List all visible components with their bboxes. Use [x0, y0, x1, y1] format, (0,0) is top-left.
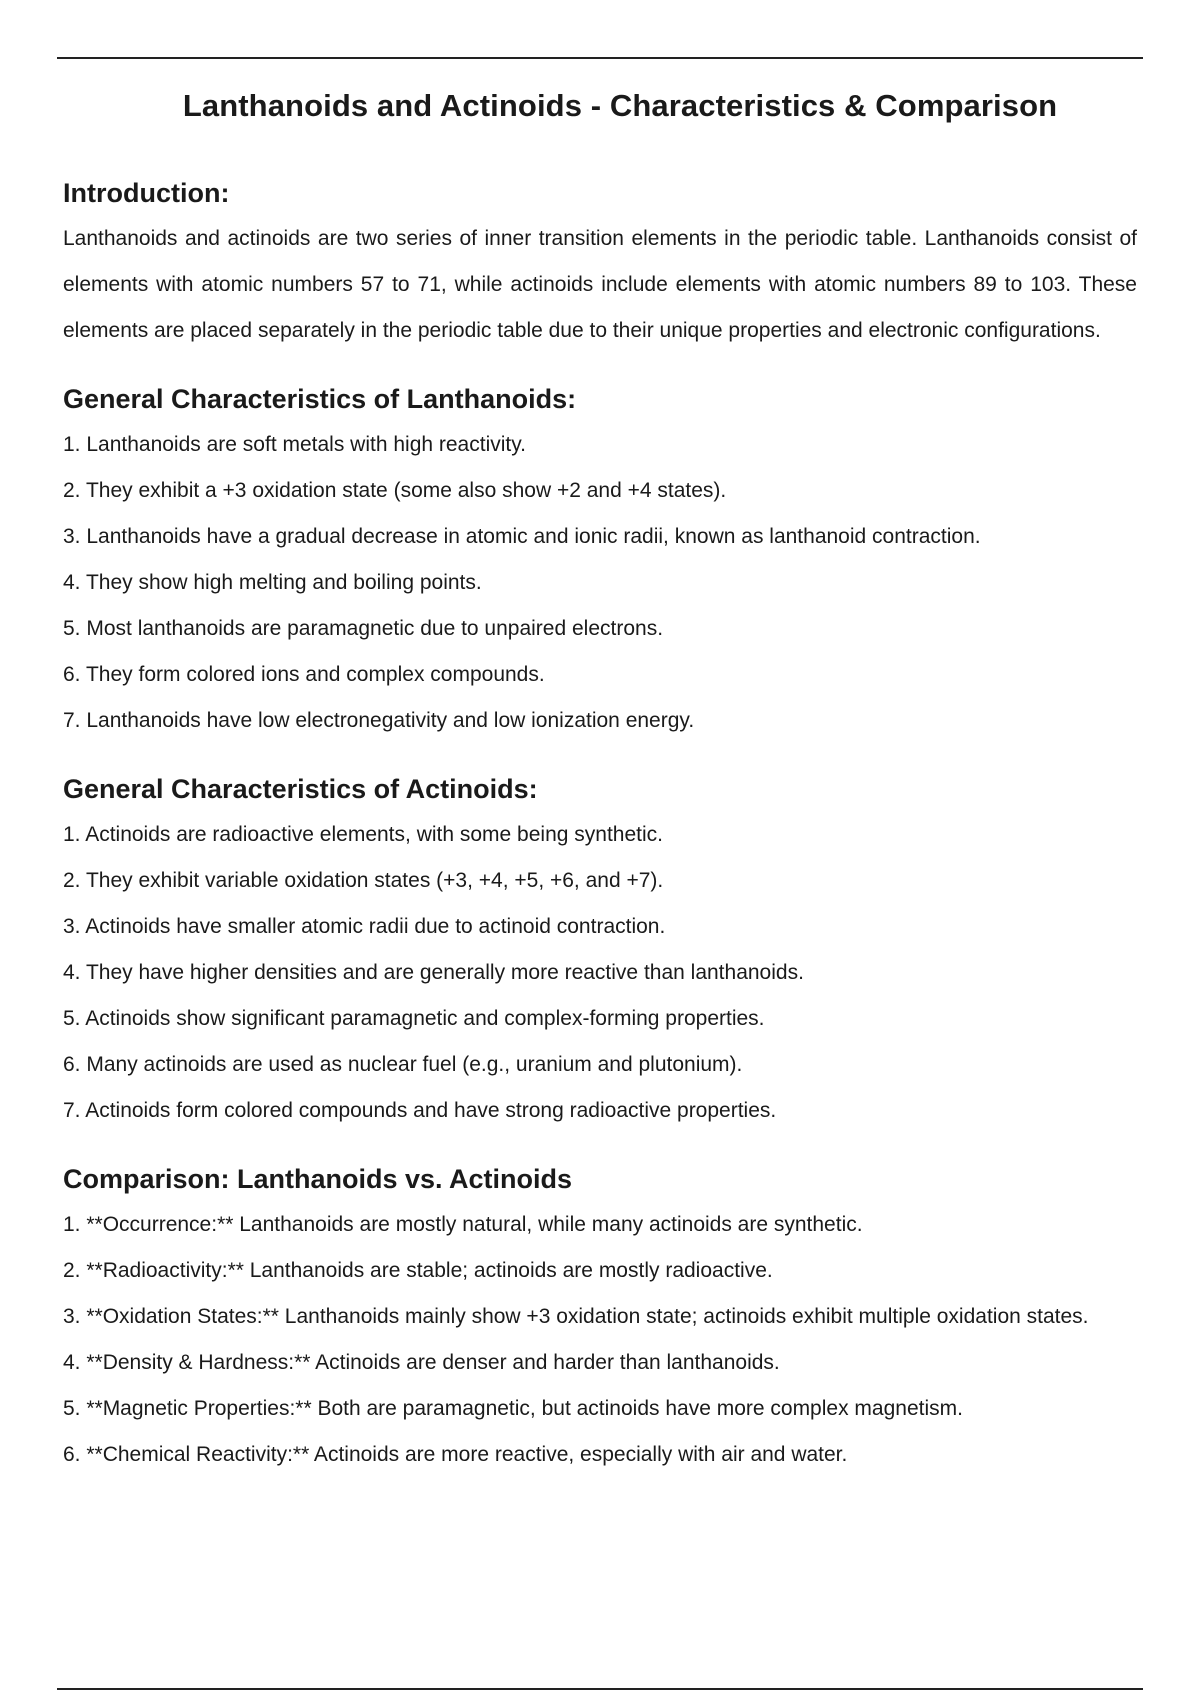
list-item: 3. Actinoids have smaller atomic radii due to actinoid contraction.: [63, 915, 666, 938]
introduction-paragraph: Lanthanoids and actinoids are two series of inner transition elements in the periodic table. Lanthanoids consist of elements with atomic numbers 57 to 71, while actinoids include elements with atomic numbers 89 to 103. These elements are placed separately in the periodic table due to their unique properties and electronic configurations.: [63, 227, 1137, 342]
list-item: 4. They have higher densities and are generally more reactive than lanthanoids.: [63, 961, 804, 984]
list-item: 1. **Occurrence:** Lanthanoids are mostly natural, while many actinoids are synthetic.: [63, 1213, 863, 1236]
list-item: 1. Lanthanoids are soft metals with high reactivity.: [63, 433, 527, 456]
actinoids-heading: General Characteristics of Actinoids:: [63, 774, 538, 804]
top-rule: [57, 57, 1143, 59]
list-item: 2. They exhibit a +3 oxidation state (some also show +2 and +4 states).: [63, 479, 727, 502]
introduction-section: [63, 170, 1137, 354]
comparison-list: [63, 1202, 1137, 1478]
lanthanoids-heading: General Characteristics of Lanthanoids:: [63, 384, 577, 414]
lanthanoids-list: [63, 422, 1137, 744]
list-item: 7. Actinoids form colored compounds and have strong radioactive properties.: [63, 1099, 777, 1122]
actinoids-section: [63, 766, 1137, 1134]
list-item: 4. **Density & Hardness:** Actinoids are denser and harder than lanthanoids.: [63, 1351, 780, 1374]
list-item: 6. **Chemical Reactivity:** Actinoids are more reactive, especially with air and water.: [63, 1443, 848, 1466]
list-item: 7. Lanthanoids have low electronegativity and low ionization energy.: [63, 709, 695, 732]
lanthanoids-section: [63, 376, 1137, 744]
list-item: 5. Most lanthanoids are paramagnetic due to unpaired electrons.: [63, 617, 664, 640]
actinoids-list: [63, 812, 1137, 1134]
list-item: 6. They form colored ions and complex compounds.: [63, 663, 545, 686]
list-item: 4. They show high melting and boiling points.: [63, 571, 482, 594]
page-title: Lanthanoids and Actinoids - Characteristics & Comparison: [182, 87, 1058, 123]
list-item: 5. Actinoids show significant paramagnetic and complex-forming properties.: [63, 1007, 765, 1030]
list-item: 6. Many actinoids are used as nuclear fuel (e.g., uranium and plutonium).: [63, 1053, 743, 1076]
list-item: 1. Actinoids are radioactive elements, with some being synthetic.: [63, 823, 663, 846]
list-item: 5. **Magnetic Properties:** Both are paramagnetic, but actinoids have more complex magnetism.: [63, 1397, 963, 1420]
comparison-section: [63, 1156, 1137, 1478]
introduction-heading: Introduction:: [63, 178, 230, 208]
comparison-heading: Comparison: Lanthanoids vs. Actinoids: [63, 1164, 573, 1194]
bottom-rule: [57, 1688, 1143, 1690]
list-item: 2. They exhibit variable oxidation states (+3, +4, +5, +6, and +7).: [63, 869, 664, 892]
document-body: [63, 170, 1137, 1478]
list-item: 2. **Radioactivity:** Lanthanoids are stable; actinoids are mostly radioactive.: [63, 1259, 773, 1282]
list-item: 3. Lanthanoids have a gradual decrease in atomic and ionic radii, known as lanthanoid contraction.: [63, 525, 981, 548]
list-item: 3. **Oxidation States:** Lanthanoids mainly show +3 oxidation state; actinoids exhibit multiple oxidation states.: [63, 1305, 1089, 1328]
